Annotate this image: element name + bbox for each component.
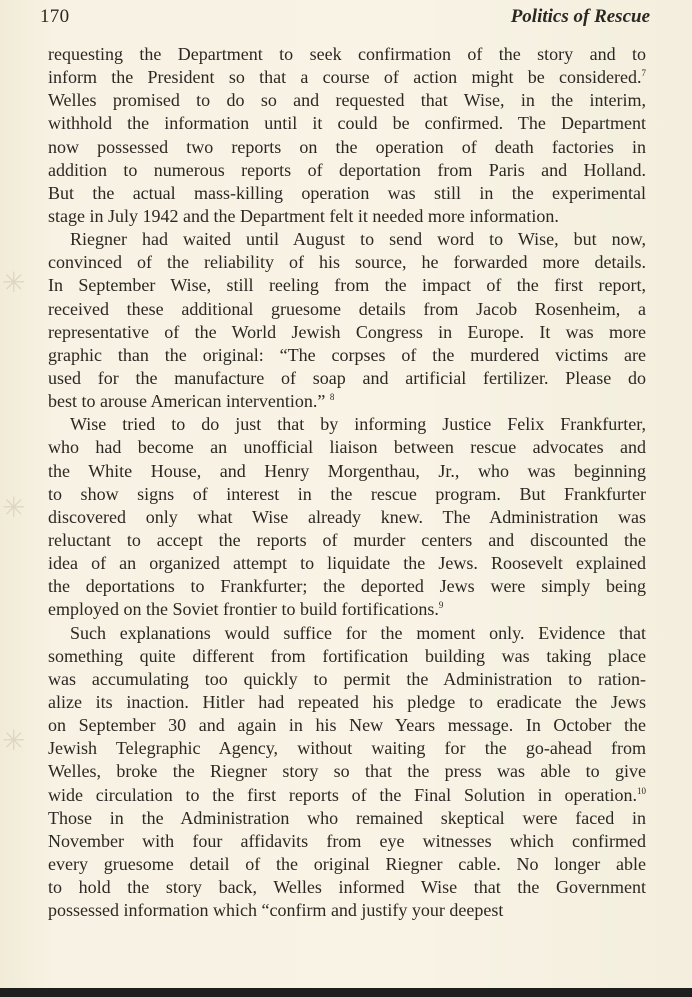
line-text: employed on the Soviet frontier to build fortifications. (48, 599, 439, 620)
text-line (48, 784, 646, 807)
body-text (48, 43, 646, 922)
text-line (48, 66, 646, 89)
text-line (48, 43, 646, 66)
text-line (48, 390, 646, 413)
bleed-through-mark: ✳ (2, 724, 26, 757)
line-text: to show signs of interest in the rescue program. But Frankfurter (48, 483, 646, 504)
text-line (48, 853, 646, 876)
text-line (48, 228, 646, 251)
text-line (48, 460, 646, 483)
text-line (48, 529, 646, 552)
line-text: the White House, and Henry Morgenthau, Jr., who was beginning (48, 460, 646, 481)
line-text: addition to numerous reports of deportation from Paris and Holland. (48, 159, 646, 180)
text-line (48, 645, 646, 668)
text-line (48, 552, 646, 575)
line-text: alize its inaction. Hitler had repeated his pledge to eradicate the Jews (48, 691, 646, 712)
running-head: Politics of Rescue (510, 6, 650, 27)
footnote-marker: 8 (329, 392, 335, 403)
line-text: discovered only what Wise already knew. The Administration was (48, 506, 646, 527)
line-text: best to arouse American intervention.” (48, 391, 330, 412)
line-text: Welles promised to do so and requested that Wise, in the interim, (48, 90, 646, 111)
line-text: Riegner had waited until August to send word to Wise, but now, (70, 229, 646, 250)
footnote-marker: 10 (637, 785, 646, 796)
line-text: representative of the World Jewish Congress in Europe. It was more (48, 321, 646, 342)
text-line (48, 182, 646, 205)
line-text: the deportations to Frankfurter; the deported Jews were simply being (48, 576, 646, 597)
line-text: something quite different from fortification building was taking place (48, 645, 646, 666)
line-text: who had become an unofficial liaison between rescue advocates and (48, 437, 646, 458)
footnote-marker: 7 (641, 68, 646, 79)
text-line (48, 159, 646, 182)
line-text: requesting the Department to seek confirmation of the story and to (48, 44, 646, 64)
line-text: graphic than the original: “The corpses of the murdered victims are (48, 344, 646, 365)
text-line (48, 298, 646, 321)
page-number: 170 (40, 6, 70, 27)
line-text: every gruesome detail of the original Riegner cable. No longer able (48, 853, 646, 874)
line-text: In September Wise, still reeling from the impact of the first report, (48, 275, 646, 296)
line-text: But the actual mass-killing operation was still in the experimental (48, 182, 646, 203)
bleed-through-mark: ✳ (2, 491, 26, 524)
line-text: convinced of the reliability of his source, he forwarded more details. (48, 252, 646, 273)
text-line (48, 830, 646, 853)
line-text: Those in the Administration who remained skeptical were faced in (48, 807, 646, 828)
line-text: Such explanations would suffice for the moment only. Evidence that (70, 622, 646, 643)
text-line (48, 807, 646, 830)
text-line (48, 622, 646, 645)
paragraph (48, 228, 646, 413)
paragraph (48, 622, 646, 923)
text-line (48, 876, 646, 899)
line-text: Wise tried to do just that by informing Justice Felix Frankfurter, (70, 414, 646, 435)
text-line (48, 344, 646, 367)
line-text: on September 30 and again in his New Years message. In October the (48, 715, 646, 736)
line-text: reluctant to accept the reports of murder centers and discounted the (48, 529, 646, 550)
text-line (48, 483, 646, 506)
text-line (48, 321, 646, 344)
text-line (48, 112, 646, 135)
paragraph (48, 413, 646, 621)
line-text: possessed information which “confirm and justify your deepest (48, 900, 504, 921)
text-line (48, 506, 646, 529)
text-line (48, 413, 646, 436)
text-line (48, 251, 646, 274)
text-line (48, 899, 646, 922)
paragraph (48, 43, 646, 228)
text-line (48, 668, 646, 691)
line-text: wide circulation to the first reports of the Final Solution in operation. (48, 784, 637, 805)
text-line (48, 205, 646, 228)
bleed-through-mark: ✳ (2, 266, 26, 299)
text-line (48, 274, 646, 297)
line-text: Jewish Telegraphic Agency, without waiting for the go-ahead from (48, 738, 646, 759)
line-text: idea of an organized attempt to liquidate the Jews. Roosevelt explained (48, 553, 646, 574)
text-line (48, 436, 646, 459)
line-text: now possessed two reports on the operation of death factories in (48, 136, 646, 157)
text-line (48, 598, 646, 621)
line-text: stage in July 1942 and the Department felt it needed more information. (48, 205, 559, 226)
text-line (48, 714, 646, 737)
text-line (48, 575, 646, 598)
line-text: Welles, broke the Riegner story so that the press was able to give (48, 761, 646, 782)
page-header (40, 6, 650, 30)
text-line (48, 737, 646, 760)
line-text: used for the manufacture of soap and artificial fertilizer. Please do (48, 367, 646, 388)
footnote-marker: 9 (438, 600, 444, 611)
line-text: withhold the information until it could be confirmed. The Department (48, 113, 646, 134)
text-line (48, 760, 646, 783)
text-line (48, 691, 646, 714)
text-line (48, 136, 646, 159)
line-text: to hold the story back, Welles informed Wise that the Government (48, 877, 646, 898)
text-line (48, 367, 646, 390)
line-text: received these additional gruesome details from Jacob Rosenheim, a (48, 298, 646, 319)
line-text: was accumulating too quickly to permit the Administration to ration- (48, 668, 646, 689)
line-text: inform the President so that a course of action might be considered. (48, 67, 642, 88)
text-line (48, 89, 646, 112)
viewer-bottom-bar (0, 988, 692, 997)
line-text: November with four affidavits from eye witnesses which confirmed (48, 830, 646, 851)
